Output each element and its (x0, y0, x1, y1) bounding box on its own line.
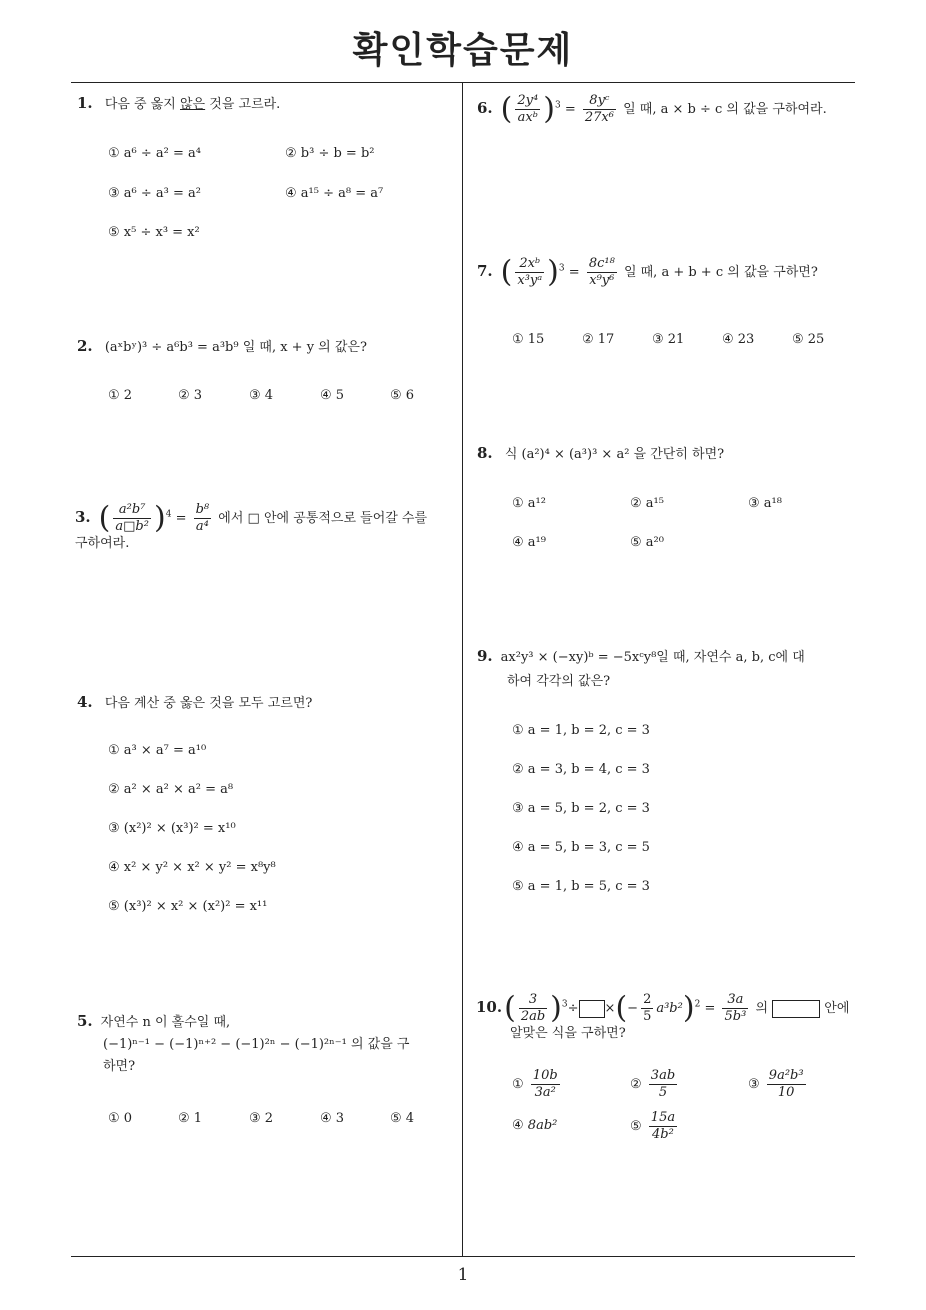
q7-option-1[interactable]: ① 15 (512, 332, 545, 347)
column-divider (462, 83, 463, 1256)
blank-box (579, 1000, 605, 1018)
question-3: 3. ( $\frac{\text{a²b⁷}}{\text{a□b²}}$ )$^4$ = $\frac{\text{b⁸}}{\text{a⁴}}$ 에서 □ 안에 공통적으로 들어갈 수를 구하여라. (75, 500, 428, 551)
question-number: 2. (77, 337, 93, 355)
q4-option-5[interactable]: ⑤ (x³)² × x² × (x²)² = x¹¹ (108, 899, 268, 914)
q7-option-2[interactable]: ② 17 (582, 332, 615, 347)
question-7: 7. ( $\frac{\text{2xᵇ}}{\text{x³yᵃ}}$ )$^3$ = $\frac{\text{8c¹⁸}}{\text{x⁹y⁶}}$ 일 때, a + b + c 의 값을 구하면? (477, 254, 818, 290)
q8-option-3[interactable]: ③ a¹⁸ (748, 496, 782, 511)
q2-option-4[interactable]: ④ 5 (320, 388, 345, 403)
question-number: 1. (77, 94, 93, 112)
question-number: 7. (477, 262, 493, 280)
q2-option-2[interactable]: ② 3 (178, 388, 203, 403)
q5-option-3[interactable]: ③ 2 (249, 1111, 274, 1126)
page-title: 확인학습문제 (352, 30, 574, 71)
q8-option-1[interactable]: ① a¹² (512, 496, 546, 511)
q8-option-4[interactable]: ④ a¹⁹ (512, 535, 546, 550)
q5-option-5[interactable]: ⑤ 4 (390, 1111, 415, 1126)
page-number: 1 (457, 1265, 469, 1285)
question-2: 2. (aˣbʸ)³ ÷ a⁶b³ = a³b⁹ 일 때, x + y 의 값은? (77, 337, 367, 355)
q9-option-5[interactable]: ⑤ a = 1, b = 5, c = 3 (512, 879, 650, 894)
question-4: 4. 다음 계산 중 옳은 것을 모두 고르면? (77, 693, 313, 711)
q8-option-2[interactable]: ② a¹⁵ (630, 496, 664, 511)
q1-option-3[interactable]: ③ a⁶ ÷ a³ = a² (108, 186, 201, 201)
q7-option-3[interactable]: ③ 21 (652, 332, 685, 347)
q2-option-1[interactable]: ① 2 (108, 388, 133, 403)
q5-option-2[interactable]: ② 1 (178, 1111, 203, 1126)
q1-option-4[interactable]: ④ a¹⁵ ÷ a⁸ = a⁷ (285, 186, 384, 201)
q9-option-1[interactable]: ① a = 1, b = 2, c = 3 (512, 723, 650, 738)
q10-option-5[interactable]: ⑤ $\frac{15a}{\text{4b²}}$ (630, 1110, 676, 1142)
q1-option-1[interactable]: ① a⁶ ÷ a² = a⁴ (108, 146, 201, 161)
question-9: 9. ax²y³ × (−xy)ᵇ = −5xᶜy⁸일 때, 자연수 a, b, c에 대 하여 각각의 값은? (477, 647, 805, 689)
q7-option-5[interactable]: ⑤ 25 (792, 332, 825, 347)
question-number: 4. (77, 693, 93, 711)
q5-option-1[interactable]: ① 0 (108, 1111, 133, 1126)
q7-option-4[interactable]: ④ 23 (722, 332, 755, 347)
q9-option-2[interactable]: ② a = 3, b = 4, c = 3 (512, 762, 650, 777)
answer-blank-box (772, 1000, 820, 1018)
bottom-rule (71, 1256, 855, 1257)
q8-option-5[interactable]: ⑤ a²⁰ (630, 535, 664, 550)
q10-option-1[interactable]: ① $\frac{10b}{\text{3a²}}$ (512, 1068, 558, 1100)
q10-option-3[interactable]: ③ $\frac{\text{9a²b³}}{10}$ (748, 1068, 804, 1100)
question-number: 6. (477, 99, 493, 117)
q9-option-4[interactable]: ④ a = 5, b = 3, c = 5 (512, 840, 650, 855)
q2-option-5[interactable]: ⑤ 6 (390, 388, 415, 403)
question-5: 5. 자연수 n 이 홀수일 때, (−1)ⁿ⁻¹ − (−1)ⁿ⁺² − (−1)²ⁿ − (−1)²ⁿ⁻¹ 의 값을 구 하면? (77, 1012, 410, 1074)
question-6: 6. ( $\frac{\text{2y⁴}}{\text{axᵇ}}$ )$^3$ = $\frac{\text{8yᶜ}}{\text{27x⁶}}$ 일 때, a × b ÷ c 의 값을 구하여라. (477, 91, 827, 127)
q5-option-4[interactable]: ④ 3 (320, 1111, 345, 1126)
question-10: 10.( $\frac{3}{2ab}$ )$^3$÷ ×(− $\frac{2}{5}$ a³b²)$^2$ = $\frac{3a}{\text{5b³}}$ 의 안에 알맞은 식을 구하면? (476, 990, 850, 1041)
question-1: 1. 다음 중 옳지 않은 것을 고르라. (77, 94, 281, 112)
q4-option-3[interactable]: ③ (x²)² × (x³)² = x¹⁰ (108, 821, 236, 836)
q10-option-4[interactable]: ④ 8ab² (512, 1118, 558, 1133)
question-number: 5. (77, 1012, 93, 1030)
q2-option-3[interactable]: ③ 4 (249, 388, 274, 403)
q4-option-1[interactable]: ① a³ × a⁷ = a¹⁰ (108, 743, 207, 758)
emphasis-text: 않은 (180, 97, 206, 112)
question-number: 10. (476, 998, 503, 1016)
q4-option-2[interactable]: ② a² × a² × a² = a⁸ (108, 782, 234, 797)
q10-option-2[interactable]: ② $\frac{3ab}{5}$ (630, 1068, 676, 1100)
question-number: 8. (477, 444, 493, 462)
question-number: 3. (75, 508, 91, 526)
question-8: 8. 식 (a²)⁴ × (a³)³ × a² 을 간단히 하면? (477, 444, 725, 462)
q9-option-3[interactable]: ③ a = 5, b = 2, c = 3 (512, 801, 650, 816)
question-number: 9. (477, 647, 493, 665)
q4-option-4[interactable]: ④ x² × y² × x² × y² = x⁸y⁸ (108, 860, 276, 875)
top-rule (71, 82, 855, 83)
q1-option-2[interactable]: ② b³ ÷ b = b² (285, 146, 375, 161)
q1-option-5[interactable]: ⑤ x⁵ ÷ x³ = x² (108, 225, 200, 240)
